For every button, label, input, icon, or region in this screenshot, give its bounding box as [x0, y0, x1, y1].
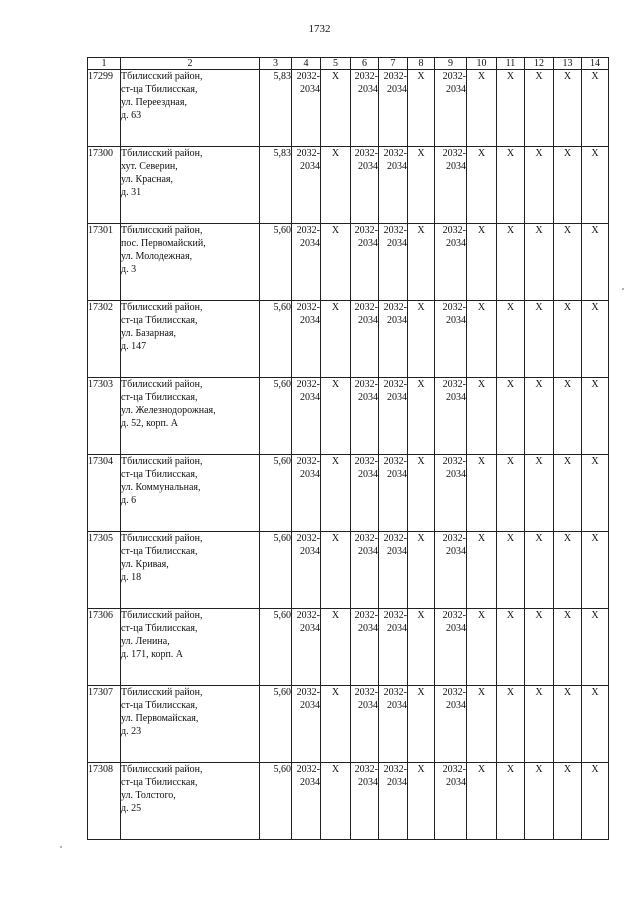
x-cell: X [408, 763, 435, 840]
period-cell: 2032- 2034 [351, 378, 379, 455]
header-cell: 6 [351, 58, 379, 70]
x-cell: X [554, 686, 582, 763]
period-cell: 2032- 2034 [292, 301, 321, 378]
value-cell: 5,60 [260, 686, 292, 763]
period-cell: 2032- 2034 [292, 609, 321, 686]
row-number: 17300 [88, 147, 121, 224]
x-cell: X [525, 224, 554, 301]
x-cell: X [554, 70, 582, 147]
x-cell: X [321, 609, 351, 686]
period-cell: 2032- 2034 [292, 455, 321, 532]
row-number: 17304 [88, 455, 121, 532]
x-cell: X [554, 378, 582, 455]
x-cell: X [321, 686, 351, 763]
period-cell: 2032- 2034 [379, 455, 408, 532]
x-cell: X [497, 532, 525, 609]
header-cell: 1 [88, 58, 121, 70]
period-cell: 2032- 2034 [292, 70, 321, 147]
value-cell: 5,60 [260, 532, 292, 609]
value-cell: 5,60 [260, 763, 292, 840]
period-cell: 2032- 2034 [435, 532, 467, 609]
x-cell: X [467, 147, 497, 224]
x-cell: X [321, 224, 351, 301]
period-cell: 2032- 2034 [379, 147, 408, 224]
x-cell: X [321, 147, 351, 224]
x-cell: X [582, 301, 609, 378]
address-cell: Тбилисский район, ст-ца Тбилисская, ул. Переездная, д. 63 [121, 70, 260, 147]
x-cell: X [525, 609, 554, 686]
x-cell: X [554, 609, 582, 686]
row-number: 17306 [88, 609, 121, 686]
table-row [88, 224, 609, 301]
x-cell: X [408, 532, 435, 609]
page-number: 1732 [308, 23, 331, 35]
x-cell: X [408, 378, 435, 455]
row-number: 17303 [88, 378, 121, 455]
period-cell: 2032- 2034 [379, 70, 408, 147]
row-number: 17301 [88, 224, 121, 301]
period-cell: 2032- 2034 [351, 763, 379, 840]
period-cell: 2032- 2034 [379, 378, 408, 455]
header-cell: 2 [121, 58, 260, 70]
x-cell: X [408, 686, 435, 763]
x-cell: X [408, 147, 435, 224]
period-cell: 2032- 2034 [379, 686, 408, 763]
value-cell: 5,83 [260, 147, 292, 224]
x-cell: X [497, 686, 525, 763]
value-cell: 5,60 [260, 455, 292, 532]
period-cell: 2032- 2034 [351, 301, 379, 378]
header-cell: 5 [321, 58, 351, 70]
x-cell: X [321, 532, 351, 609]
period-cell: 2032- 2034 [351, 70, 379, 147]
period-cell: 2032- 2034 [435, 609, 467, 686]
address-cell: Тбилисский район, хут. Северин, ул. Красная, д. 31 [121, 147, 260, 224]
period-cell: 2032- 2034 [292, 378, 321, 455]
x-cell: X [554, 532, 582, 609]
x-cell: X [408, 609, 435, 686]
table-row [88, 763, 609, 840]
scan-speck [622, 288, 624, 290]
x-cell: X [321, 378, 351, 455]
x-cell: X [582, 147, 609, 224]
x-cell: X [497, 70, 525, 147]
header-cell: 11 [497, 58, 525, 70]
x-cell: X [582, 532, 609, 609]
period-cell: 2032- 2034 [435, 686, 467, 763]
x-cell: X [582, 686, 609, 763]
address-cell: Тбилисский район, ст-ца Тбилисская, ул. Ленина, д. 171, корп. А [121, 609, 260, 686]
x-cell: X [554, 147, 582, 224]
x-cell: X [582, 455, 609, 532]
header-cell: 14 [582, 58, 609, 70]
x-cell: X [467, 609, 497, 686]
x-cell: X [554, 455, 582, 532]
period-cell: 2032- 2034 [435, 70, 467, 147]
x-cell: X [467, 686, 497, 763]
x-cell: X [321, 70, 351, 147]
period-cell: 2032- 2034 [351, 455, 379, 532]
address-cell: Тбилисский район, ст-ца Тбилисская, ул. Толстого, д. 25 [121, 763, 260, 840]
header-row [88, 58, 609, 70]
x-cell: X [408, 455, 435, 532]
x-cell: X [408, 301, 435, 378]
header-cell: 4 [292, 58, 321, 70]
header-cell: 10 [467, 58, 497, 70]
x-cell: X [582, 70, 609, 147]
data-table [87, 57, 609, 840]
header-cell: 8 [408, 58, 435, 70]
x-cell: X [321, 763, 351, 840]
x-cell: X [525, 455, 554, 532]
x-cell: X [497, 147, 525, 224]
address-cell: Тбилисский район, ст-ца Тбилисская, ул. Первомайская, д. 23 [121, 686, 260, 763]
period-cell: 2032- 2034 [351, 532, 379, 609]
table-row [88, 70, 609, 147]
period-cell: 2032- 2034 [435, 455, 467, 532]
table-row [88, 455, 609, 532]
x-cell: X [554, 301, 582, 378]
value-cell: 5,60 [260, 378, 292, 455]
table-row [88, 301, 609, 378]
period-cell: 2032- 2034 [292, 147, 321, 224]
address-cell: Тбилисский район, ст-ца Тбилисская, ул. Базарная, д. 147 [121, 301, 260, 378]
table-row [88, 378, 609, 455]
x-cell: X [525, 763, 554, 840]
period-cell: 2032- 2034 [379, 224, 408, 301]
x-cell: X [467, 224, 497, 301]
x-cell: X [321, 455, 351, 532]
period-cell: 2032- 2034 [435, 763, 467, 840]
header-cell: 12 [525, 58, 554, 70]
period-cell: 2032- 2034 [292, 686, 321, 763]
x-cell: X [497, 609, 525, 686]
table-row [88, 609, 609, 686]
header-cell: 3 [260, 58, 292, 70]
period-cell: 2032- 2034 [435, 301, 467, 378]
x-cell: X [525, 301, 554, 378]
address-cell: Тбилисский район, ст-ца Тбилисская, ул. Коммунальная, д. 6 [121, 455, 260, 532]
period-cell: 2032- 2034 [435, 224, 467, 301]
period-cell: 2032- 2034 [351, 224, 379, 301]
x-cell: X [582, 224, 609, 301]
row-number: 17305 [88, 532, 121, 609]
period-cell: 2032- 2034 [435, 147, 467, 224]
x-cell: X [525, 147, 554, 224]
x-cell: X [525, 378, 554, 455]
x-cell: X [467, 763, 497, 840]
x-cell: X [582, 763, 609, 840]
x-cell: X [554, 224, 582, 301]
scan-speck [60, 846, 62, 848]
table-row [88, 532, 609, 609]
x-cell: X [497, 224, 525, 301]
period-cell: 2032- 2034 [351, 147, 379, 224]
x-cell: X [467, 301, 497, 378]
x-cell: X [554, 763, 582, 840]
table-row [88, 686, 609, 763]
x-cell: X [525, 686, 554, 763]
x-cell: X [467, 455, 497, 532]
value-cell: 5,60 [260, 224, 292, 301]
header-cell: 13 [554, 58, 582, 70]
period-cell: 2032- 2034 [379, 301, 408, 378]
x-cell: X [497, 455, 525, 532]
row-number: 17307 [88, 686, 121, 763]
x-cell: X [321, 301, 351, 378]
x-cell: X [582, 378, 609, 455]
x-cell: X [497, 378, 525, 455]
address-cell: Тбилисский район, ст-ца Тбилисская, ул. Кривая, д. 18 [121, 532, 260, 609]
value-cell: 5,83 [260, 70, 292, 147]
period-cell: 2032- 2034 [379, 532, 408, 609]
period-cell: 2032- 2034 [351, 686, 379, 763]
header-cell: 9 [435, 58, 467, 70]
period-cell: 2032- 2034 [379, 763, 408, 840]
row-number: 17302 [88, 301, 121, 378]
x-cell: X [525, 532, 554, 609]
address-cell: Тбилисский район, пос. Первомайский, ул. Молодежная, д. 3 [121, 224, 260, 301]
x-cell: X [467, 70, 497, 147]
x-cell: X [408, 224, 435, 301]
period-cell: 2032- 2034 [435, 378, 467, 455]
x-cell: X [467, 532, 497, 609]
period-cell: 2032- 2034 [292, 532, 321, 609]
period-cell: 2032- 2034 [292, 224, 321, 301]
row-number: 17308 [88, 763, 121, 840]
period-cell: 2032- 2034 [292, 763, 321, 840]
address-cell: Тбилисский район, ст-ца Тбилисская, ул. Железнодорожная, д. 52, корп. А [121, 378, 260, 455]
x-cell: X [525, 70, 554, 147]
row-number: 17299 [88, 70, 121, 147]
x-cell: X [467, 378, 497, 455]
x-cell: X [582, 609, 609, 686]
x-cell: X [497, 301, 525, 378]
table-row [88, 147, 609, 224]
header-cell: 7 [379, 58, 408, 70]
value-cell: 5,60 [260, 301, 292, 378]
period-cell: 2032- 2034 [379, 609, 408, 686]
x-cell: X [408, 70, 435, 147]
x-cell: X [497, 763, 525, 840]
value-cell: 5,60 [260, 609, 292, 686]
period-cell: 2032- 2034 [351, 609, 379, 686]
